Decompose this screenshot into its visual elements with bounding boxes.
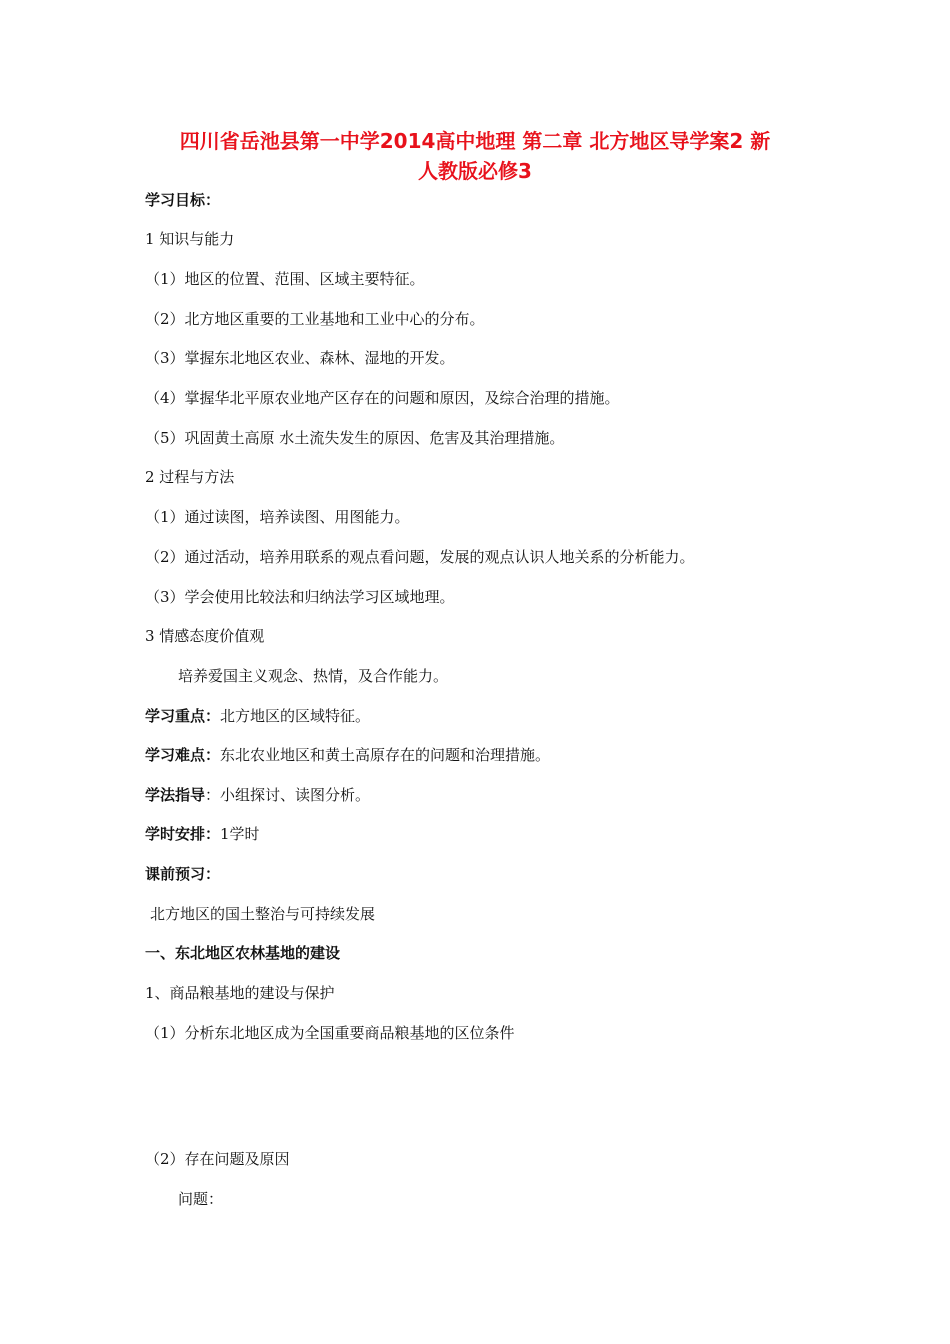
difficulty-row bbox=[145, 745, 550, 765]
section-2-item: （3）学会使用比较法和归纳法学习区域地理。 bbox=[145, 588, 455, 606]
section-2-item: （1）通过读图，培养读图、用图能力。 bbox=[145, 508, 410, 526]
time-label: 学时安排： bbox=[145, 825, 221, 843]
key-point-label: 学习重点： bbox=[145, 707, 221, 725]
part-1-subheading: 1、商品粮基地的建设与保护 bbox=[145, 984, 335, 1002]
section-1-item: （5）巩固黄土高原 水土流失发生的原因、危害及其治理措施。 bbox=[145, 429, 565, 447]
section-2-heading: 2 过程与方法 bbox=[145, 468, 235, 486]
document-title-line-1: 四川省岳池县第一中学2014高中地理 第二章 北方地区导学案2 新 bbox=[179, 129, 771, 153]
section-1-item: （4）掌握华北平原农业地产区存在的问题和原因，及综合治理的措施。 bbox=[145, 389, 620, 407]
difficulty-text: 东北农业地区和黄土高原存在的问题和治理措施。 bbox=[220, 746, 551, 764]
key-point-row bbox=[145, 706, 370, 726]
section-3-heading: 3 情感态度价值观 bbox=[145, 627, 265, 645]
section-1-item: （2）北方地区重要的工业基地和工业中心的分布。 bbox=[145, 310, 485, 328]
section-3-text: 培养爱国主义观念、热情，及合作能力。 bbox=[178, 667, 449, 685]
section-1-item: （1）地区的位置、范围、区域主要特征。 bbox=[145, 270, 425, 288]
document-title-line-2: 人教版必修3 bbox=[418, 159, 532, 183]
method-text: ：小组探讨、读图分析。 bbox=[205, 786, 371, 804]
problem-label: 问题： bbox=[178, 1190, 224, 1208]
time-row bbox=[145, 824, 260, 844]
method-row bbox=[145, 785, 370, 805]
part-1-question-1: （1）分析东北地区成为全国重要商品粮基地的区位条件 bbox=[145, 1024, 515, 1042]
difficulty-label: 学习难点： bbox=[145, 746, 221, 764]
preview-text: 北方地区的国土整治与可持续发展 bbox=[150, 905, 376, 923]
method-label: 学法指导 bbox=[145, 786, 206, 804]
key-point-text: 北方地区的区域特征。 bbox=[220, 707, 371, 725]
preview-label: 课前预习： bbox=[145, 865, 221, 883]
part-1-heading: 一、东北地区农林基地的建设 bbox=[145, 944, 341, 962]
section-1-item: （3）掌握东北地区农业、森林、湿地的开发。 bbox=[145, 349, 455, 367]
time-text: 1学时 bbox=[220, 825, 260, 843]
section-2-item: （2）通过活动，培养用联系的观点看问题，发展的观点认识人地关系的分析能力。 bbox=[145, 548, 695, 566]
section-1-heading: 1 知识与能力 bbox=[145, 230, 235, 248]
objectives-heading: 学习目标： bbox=[145, 191, 221, 209]
part-1-question-2: （2）存在问题及原因 bbox=[145, 1150, 290, 1168]
